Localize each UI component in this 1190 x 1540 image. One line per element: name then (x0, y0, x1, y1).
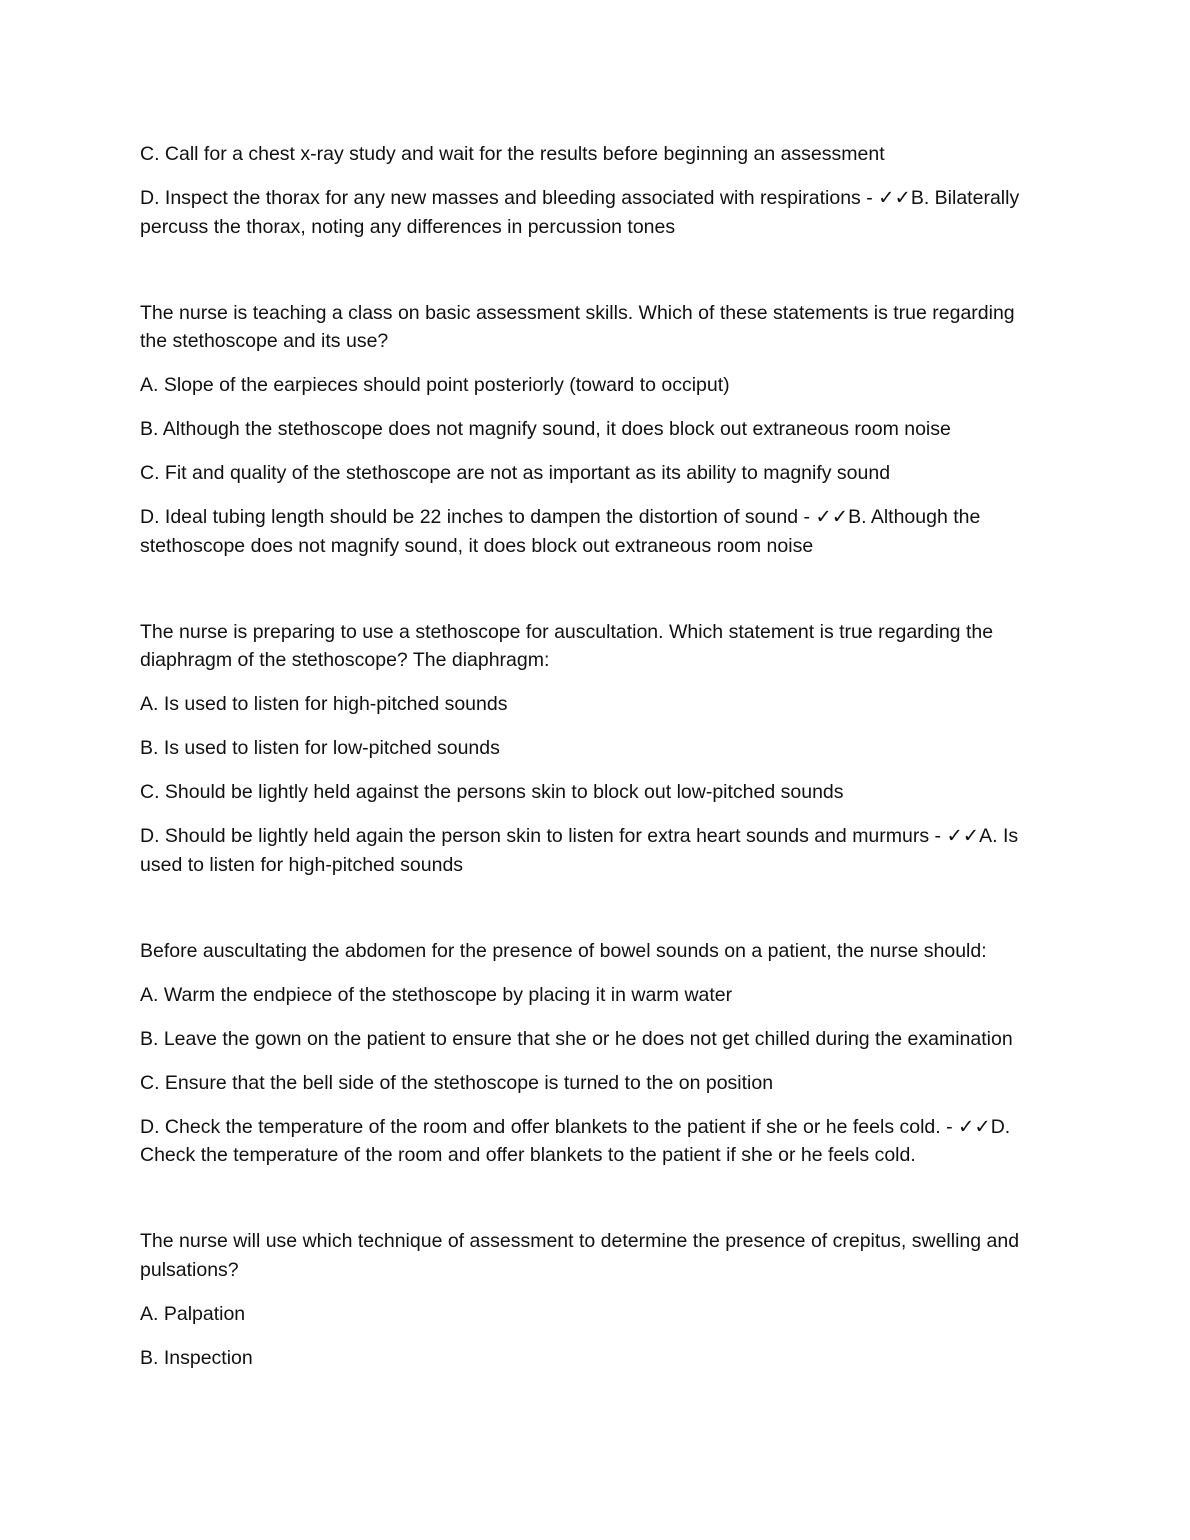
option-d-with-answer (140, 822, 1045, 879)
option-d-text: D. Inspect the thorax for any new masses and bleeding associated with respirations - (140, 187, 879, 209)
option-d-with-answer (140, 184, 1045, 241)
document-page (140, 140, 1045, 1388)
spacer (140, 1185, 1045, 1227)
checkmark-icon: ✓✓ (878, 186, 911, 209)
question-text: Before auscultating the abdomen for the presence of bowel sounds on a patient, the nurse should: (140, 939, 987, 962)
question-block (140, 937, 1045, 1170)
checkmark-icon: ✓✓ (958, 1114, 991, 1138)
checkmark-icon: ✓✓ (815, 505, 849, 528)
spacer (140, 895, 1045, 937)
option-c: C. Ensure that the bell side of the stethoscope is turned to the on position (140, 1071, 774, 1094)
question-block (140, 618, 1045, 880)
spacer (140, 576, 1045, 618)
option-b: B. Although the stethoscope does not magnify sound, it does block out extraneous room noise (140, 418, 951, 440)
question-text: The nurse is teaching a class on basic assessment skills. Which of these statements is true regarding the stethoscope and its use? (140, 301, 1015, 352)
option-c: C. Should be lightly held against the persons skin to block out low-pitched sounds (140, 781, 844, 803)
question-text: The nurse is preparing to use a stethoscope for auscultation. Which statement is true regarding the diaphragm of the stethoscope? The diaphragm: (140, 620, 994, 671)
option-d-with-answer (140, 1113, 1045, 1170)
correct-answer: A. Is used to listen for high-pitched sounds (140, 825, 1019, 876)
checkmark-icon: ✓✓ (946, 824, 980, 847)
spacer (140, 257, 1045, 299)
option-d-text: D. Check the temperature of the room and offer blankets to the patient if she or he feels cold. - (140, 1115, 959, 1138)
option-c: C. Call for a chest x-ray study and wait for the results before beginning an assessment (140, 143, 885, 165)
question-block (140, 299, 1045, 561)
option-d-text: D. Should be lightly held again the person skin to listen for extra heart sounds and murmurs - (140, 825, 947, 847)
option-b: B. Leave the gown on the patient to ensure that she or he does not get chilled during the examination (140, 1027, 1013, 1050)
correct-answer: D. Check the temperature of the room and offer blankets to the patient if she or he feels cold. (140, 1115, 1011, 1166)
option-b: B. Inspection (140, 1346, 253, 1369)
question-text: The nurse will use which technique of assessment to determine the presence of crepitus, swelling and pulsations? (140, 1230, 1020, 1281)
option-d-text: D. Ideal tubing length should be 22 inches to dampen the distortion of sound - (140, 506, 816, 528)
option-a: A. Is used to listen for high-pitched sounds (140, 693, 508, 715)
question-block (140, 140, 1045, 241)
option-d-with-answer (140, 503, 1045, 560)
correct-answer: B. Bilaterally percuss the thorax, noting any differences in percussion tones (140, 187, 1020, 238)
option-b: B. Is used to listen for low-pitched sounds (140, 737, 500, 759)
question-block (140, 1227, 1045, 1372)
option-a: A. Warm the endpiece of the stethoscope by placing it in warm water (140, 983, 733, 1006)
option-a: A. Slope of the earpieces should point posteriorly (toward to occiput) (140, 374, 730, 396)
option-a: A. Palpation (140, 1302, 246, 1325)
option-c: C. Fit and quality of the stethoscope are not as important as its ability to magnify sound (140, 462, 891, 484)
correct-answer: B. Although the stethoscope does not magnify sound, it does block out extraneous room noise (140, 506, 981, 557)
